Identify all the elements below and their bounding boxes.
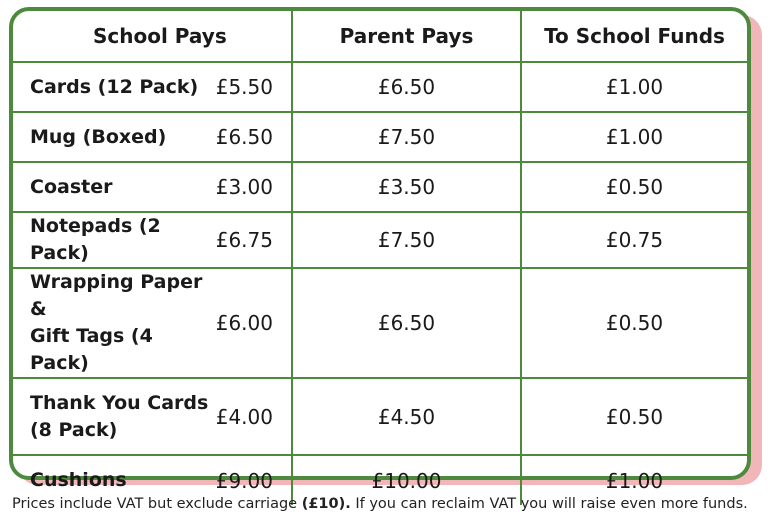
header-parent-pays: Parent Pays: [292, 11, 521, 62]
parent-price: £7.50: [292, 212, 521, 268]
table-row: [13, 62, 747, 112]
parent-price: £7.50: [292, 112, 521, 162]
item-name: Cards (12 Pack): [30, 75, 199, 98]
header-to-school-funds: To School Funds: [521, 11, 747, 62]
parent-price: £3.50: [292, 162, 521, 212]
footnote: [12, 496, 748, 512]
school-price: £6.75: [215, 228, 273, 252]
school-price: £6.50: [215, 125, 273, 149]
parent-price: £6.50: [292, 268, 521, 378]
school-price: £9.00: [215, 468, 273, 493]
item-cell: [13, 162, 292, 212]
table-row: [13, 378, 747, 455]
item-cell: [13, 112, 292, 162]
price-table-container: [9, 7, 751, 493]
item-cell: [13, 268, 292, 378]
item-name: Coaster: [30, 175, 113, 198]
table-row: [13, 268, 747, 378]
school-price: £3.00: [215, 175, 273, 199]
item-name: Cushions: [30, 469, 127, 491]
funds-amount: £0.50: [521, 268, 747, 378]
item-cell: [13, 62, 292, 112]
table-row: [13, 212, 747, 268]
footnote-text: Prices include VAT but exclude carriage: [12, 496, 302, 512]
table-row: [13, 162, 747, 212]
funds-amount: £0.50: [521, 162, 747, 212]
school-price: £5.50: [215, 75, 273, 99]
parent-price: £4.50: [292, 378, 521, 455]
funds-amount: £1.00: [521, 455, 747, 505]
funds-amount: £0.75: [521, 212, 747, 268]
header-school-pays: School Pays: [13, 11, 292, 62]
funds-amount: £1.00: [521, 112, 747, 162]
footnote-carriage: (£10).: [301, 496, 351, 512]
item-name: Wrapping Paper & Gift Tags (4 Pack): [30, 271, 203, 374]
footnote-text-end: If you can reclaim VAT you will raise even more funds.: [350, 496, 748, 512]
table-row: [13, 112, 747, 162]
funds-amount: £1.00: [521, 62, 747, 112]
item-name: Notepads (2 Pack): [30, 215, 161, 264]
header-row: [13, 11, 747, 62]
funds-amount: £0.50: [521, 378, 747, 455]
school-price: £6.00: [215, 311, 273, 335]
school-price: £4.00: [215, 404, 273, 429]
item-cell: [13, 378, 292, 455]
parent-price: £10.00: [292, 455, 521, 505]
item-cell: [13, 212, 292, 268]
price-table: [13, 11, 747, 505]
item-name: Mug (Boxed): [30, 125, 167, 148]
parent-price: £6.50: [292, 62, 521, 112]
item-name: Thank You Cards (8 Pack): [30, 391, 209, 441]
